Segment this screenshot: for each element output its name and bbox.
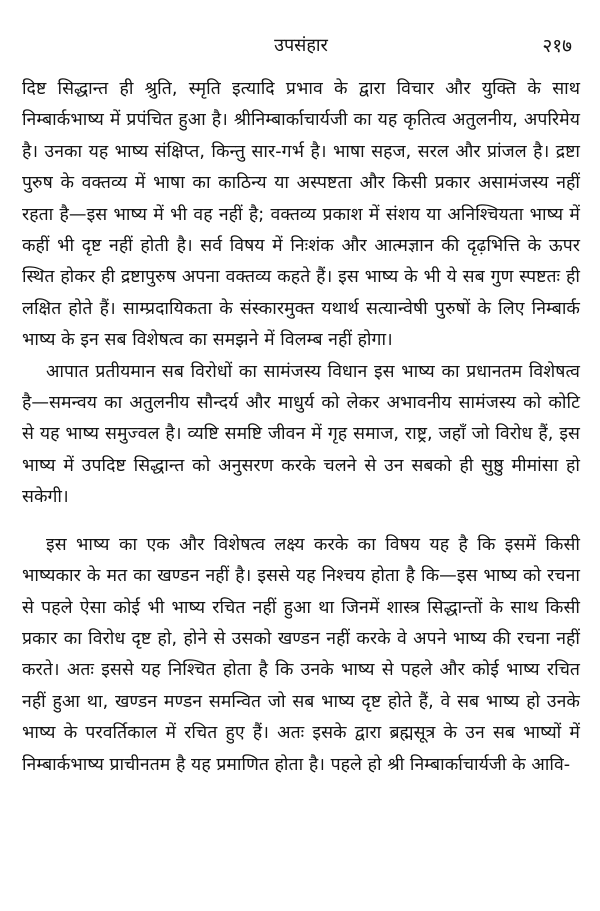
- chapter-title: उपसंहार: [274, 35, 328, 56]
- paragraph: दिष्ट सिद्धान्त ही श्रुति, स्मृति इत्यादि प्रभाव के द्वारा विचार और युक्ति के साथ निम्बार्कभाष्य में प्रपंचित हुआ है। श्रीनिम्बार्काचार्यजी का यह कृतित्व अतुलनीय, अपरिमेय है। उनका यह भाष्य संक्षिप्त, किन्तु सार-गर्भ है। भाषा सहज, सरल और प्रांजल है। द्रष्टा पुरुष के वक्तव्य में भाषा का काठिन्य या अस्पष्टता और किसी प्रकार असामंजस्य नहीं रहता है—इस भाष्य में भी वह नहीं है; वक्तव्य प्रकाश में संशय या अनिश्चियता भाष्य में कहीं भी दृष्ट नहीं होती है। सर्व विषय में निःशंक और आत्मज्ञान की दृढ़भित्ति के ऊपर स्थित होकर ही द्रष्टापुरुष अपना वक्तव्य कहते हैं। इस भाष्य के भी ये सब गुण स्पष्टतः ही लक्षित होते हैं। साम्प्रदायिकता के संस्कारमुक्त यथार्थ सत्यान्वेषी पुरुषों के लिए निम्बार्क भाष्य के इन सब विशेषत्व का समझने में विलम्ब नहीं होगा।: [22, 79, 580, 351]
- paragraph: आपात प्रतीयमान सब विरोधों का सामंजस्य विधान इस भाष्य का प्रधानतम विशेषत्व है—समन्वय का अतुलनीय सौन्दर्य और माधुर्य को लेकर अभावनीय सामंजस्य को कोटि से यह भाष्य समुज्वल है। व्यष्टि समष्टि जीवन में गृह समाज, राष्ट्र, जहाँ जो विरोध हैं, इस भाष्य में उपदिष्ट सिद्धान्त को अनुसरण करके चलने से उन सबको ही सुष्ठु मीमांसा हो सकेगी।: [22, 361, 581, 508]
- paragraph: इस भाष्य का एक और विशेषत्व लक्ष्य करके का विषय यह है कि इसमें किसी भाष्यकार के मत का खण्डन नहीं है। इससे यह निश्चय होता है कि—इस भाष्य को रचना से पहले ऐसा कोई भी भाष्य रचित नहीं हुआ था जिनमें शास्त्र सिद्धान्तों के साथ किसी प्रकार का विरोध दृष्ट हो, होने से उसको खण्डन नहीं करके वे अपने भाष्य की रचना नहीं करते। अतः इससे यह निश्चित होता है कि उनके भाष्य से पहले और कोई भाष्य रचित नहीं हुआ था, खण्डन मण्डन समन्वित जो सब भाष्य दृष्ट होते हैं, वे सब भाष्य हो उनके भाष्य के परवर्तिकाल में रचित हुए हैं। अतः इसके द्वारा ब्रह्मसूत्र के उन सब भाष्यों में निम्बार्कभाष्य प्राचीनतम है यह प्रमाणित होता है। पहले हो श्री निम्बार्काचार्यजी के आवि-: [22, 534, 580, 775]
- page-number: २१७: [542, 35, 572, 57]
- body-text: [22, 74, 580, 781]
- page-header: [22, 34, 580, 74]
